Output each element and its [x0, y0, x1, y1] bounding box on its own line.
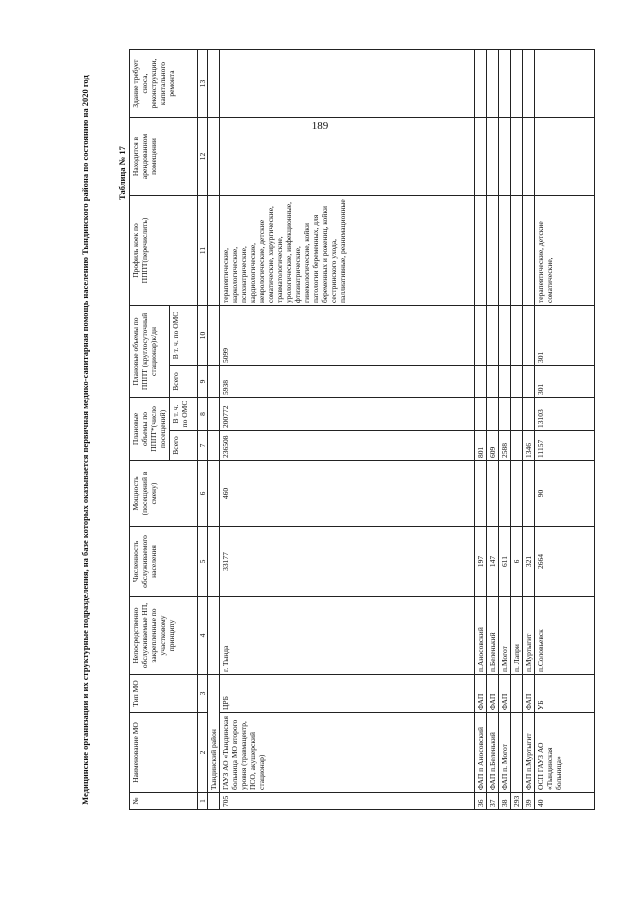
- row-num: 38: [499, 793, 511, 810]
- header-visits-oms: В т. ч. по ОМС: [170, 398, 198, 431]
- column-number: 6: [198, 461, 208, 527]
- row-np: п.Аносовский: [475, 597, 487, 675]
- row-visits-oms: [499, 398, 511, 431]
- row-name: ФАП п Аносовский: [475, 713, 487, 793]
- row-capacity: [499, 461, 511, 527]
- header-beds: Плановые объемы по ПППТ (круглосуточный стационар)к/дн: [130, 306, 170, 398]
- row-type: ФАП: [487, 675, 499, 713]
- header-num: №: [130, 793, 198, 810]
- row-profile: [475, 196, 487, 306]
- column-number: 3: [198, 675, 208, 713]
- row-num: 293: [511, 793, 523, 810]
- row-profile: терапевтические, наркологические, психиатрические, кардиологические, неврологические, детские соматические, хирургические, травматологические, урологические, инфекционные, фтизиатрические, гинекологические, койки патологии беременных, для беременных и рожениц, койки сестринского ухода, паллиативные, реанимационные: [220, 196, 475, 306]
- row-type: УБ: [535, 675, 595, 713]
- row-beds-total: [475, 366, 487, 398]
- row-population: 6: [511, 527, 523, 597]
- district-name: Тындинский район: [208, 675, 220, 793]
- column-number: 13: [198, 50, 208, 118]
- row-beds-total: 5938: [220, 366, 475, 398]
- row-beds-oms: [511, 306, 523, 366]
- row-population: 321: [523, 527, 535, 597]
- row-capacity: [523, 461, 535, 527]
- table-row: [220, 50, 475, 810]
- row-np: п.Беленький: [487, 597, 499, 675]
- row-repair: [523, 50, 535, 118]
- row-beds-total: [511, 366, 523, 398]
- table-number: Таблица № 17: [117, 146, 127, 200]
- row-rented: [487, 118, 499, 196]
- header-np: Непосредственно обслуживаемые НП, закрепленные по участковому принципу: [130, 597, 198, 675]
- row-population: 2664: [535, 527, 595, 597]
- header-visits: Плановые объемы по ПППТ*(число посещений): [130, 398, 170, 461]
- row-np: п.Соловьевск: [535, 597, 595, 675]
- row-profile: [523, 196, 535, 306]
- row-num: 36: [475, 793, 487, 810]
- row-repair: [499, 50, 511, 118]
- row-visits-oms: [487, 398, 499, 431]
- header-name: Наименование МО: [130, 713, 198, 793]
- row-repair: [487, 50, 499, 118]
- row-visits-total: [511, 431, 523, 461]
- table-row: [475, 50, 487, 810]
- district-row: [208, 50, 220, 810]
- row-repair: [511, 50, 523, 118]
- row-visits-oms: [523, 398, 535, 431]
- row-profile: [487, 196, 499, 306]
- row-name: [511, 713, 523, 793]
- row-num: 705: [220, 793, 475, 810]
- row-num: 39: [523, 793, 535, 810]
- header-capacity: Мощность (посещений в смену): [130, 461, 198, 527]
- row-beds-oms: [523, 306, 535, 366]
- row-np: п. Лапри: [511, 597, 523, 675]
- row-visits-oms: 13103: [535, 398, 595, 431]
- column-number: 8: [198, 398, 208, 431]
- row-name: ГАУЗ АО «Тындинская больница МО второго уровня (травмацентр, ПСО, акушерский стационар): [220, 713, 475, 793]
- row-beds-oms: 301: [535, 306, 595, 366]
- row-type: ЦРБ: [220, 675, 475, 713]
- header-profile: Профиль коек по ПППТ(перечислить): [130, 196, 198, 306]
- row-np: п.Муртыгит: [523, 597, 535, 675]
- column-number: 11: [198, 196, 208, 306]
- row-visits-total: 11157: [535, 431, 595, 461]
- row-visits-total: 236508: [220, 431, 475, 461]
- row-rented: [499, 118, 511, 196]
- row-repair: [220, 50, 475, 118]
- row-population: 33177: [220, 527, 475, 597]
- header-rented: Находится в арендованном помещении: [130, 118, 198, 196]
- row-repair: [475, 50, 487, 118]
- table-row: [523, 50, 535, 810]
- table-row: [511, 50, 523, 810]
- row-visits-total: 1346: [523, 431, 535, 461]
- row-rented: [511, 118, 523, 196]
- table-row: [499, 50, 511, 810]
- row-beds-oms: 5099: [220, 306, 475, 366]
- table-row: [535, 50, 595, 810]
- column-number: 10: [198, 306, 208, 366]
- row-visits-oms: [511, 398, 523, 431]
- row-rented: [535, 118, 595, 196]
- column-number: 4: [198, 597, 208, 675]
- column-number: 1: [198, 793, 208, 810]
- row-population: 147: [487, 527, 499, 597]
- row-rented: [220, 118, 475, 196]
- row-name: ОСП ГАУЗ АО «Тындинская больница»: [535, 713, 595, 793]
- column-number: 7: [198, 431, 208, 461]
- column-number: 5: [198, 527, 208, 597]
- row-repair: [535, 50, 595, 118]
- row-population: 611: [499, 527, 511, 597]
- header-beds-oms: В т. ч. по ОМС: [170, 306, 198, 366]
- row-type: ФАП: [499, 675, 511, 713]
- row-capacity: [511, 461, 523, 527]
- row-beds-total: [499, 366, 511, 398]
- row-rented: [475, 118, 487, 196]
- document-title: Медицинские организации и их структурные подразделения, на базе которых оказывается первичная медико-санитарная помощь населению Тындинского района по состоянию на 2020 год: [80, 75, 90, 805]
- row-num: 37: [487, 793, 499, 810]
- row-type: [511, 675, 523, 713]
- header-population: Численность обслуживаемого населения: [130, 527, 198, 597]
- row-num: 40: [535, 793, 595, 810]
- row-name: ФАП п.Беленький: [487, 713, 499, 793]
- facilities-table: [129, 49, 595, 810]
- column-number-row: [198, 50, 208, 810]
- column-number: 2: [198, 713, 208, 793]
- row-capacity: [487, 461, 499, 527]
- row-name: ФАП п.Муртыгит: [523, 713, 535, 793]
- row-visits-total: 801: [475, 431, 487, 461]
- row-beds-total: [487, 366, 499, 398]
- header-beds-total: Всего: [170, 366, 198, 398]
- column-number: 12: [198, 118, 208, 196]
- row-capacity: 460: [220, 461, 475, 527]
- row-beds-total: [523, 366, 535, 398]
- row-capacity: [475, 461, 487, 527]
- row-np: г. Тында: [220, 597, 475, 675]
- page-number: 189: [311, 120, 329, 132]
- row-type: ФАП: [523, 675, 535, 713]
- row-name: ФАП п. Могот: [499, 713, 511, 793]
- row-rented: [523, 118, 535, 196]
- rotated-page: [80, 40, 640, 820]
- row-visits-total: 2588: [499, 431, 511, 461]
- row-visits-oms: [475, 398, 487, 431]
- row-type: ФАП: [475, 675, 487, 713]
- row-population: 197: [475, 527, 487, 597]
- row-np: п.Могот: [499, 597, 511, 675]
- row-beds-oms: [487, 306, 499, 366]
- row-profile: [511, 196, 523, 306]
- row-beds-oms: [475, 306, 487, 366]
- row-beds-total: 301: [535, 366, 595, 398]
- row-visits-total: 609: [487, 431, 499, 461]
- row-beds-oms: [499, 306, 511, 366]
- header-visits-total: Всего: [170, 431, 198, 461]
- row-profile: терапевтические, детские соматические,: [535, 196, 595, 306]
- row-visits-oms: 200772: [220, 398, 475, 431]
- row-profile: [499, 196, 511, 306]
- table-row: [487, 50, 499, 810]
- column-number: 9: [198, 366, 208, 398]
- header-repair: Здание требует сноса, реконструкции, капитального ремонта: [130, 50, 198, 118]
- row-capacity: 90: [535, 461, 595, 527]
- header-type: Тип МО: [130, 675, 198, 713]
